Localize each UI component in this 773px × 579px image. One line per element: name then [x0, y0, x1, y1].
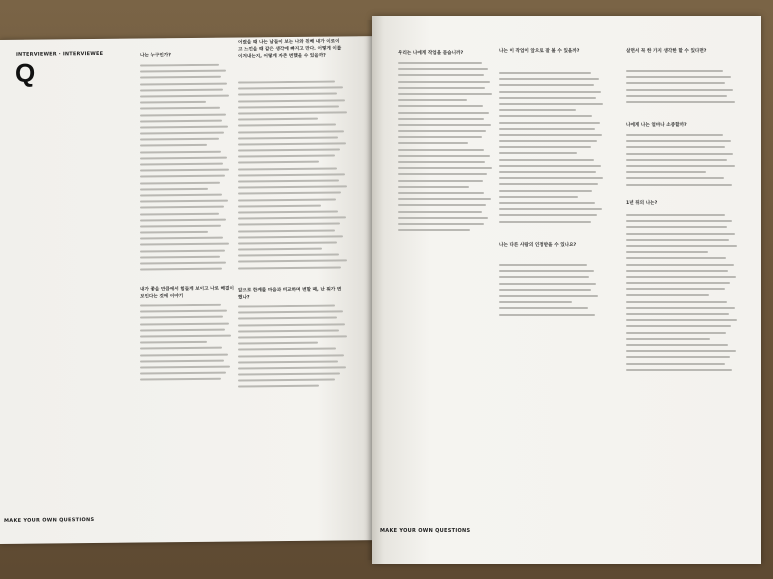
text-line: [140, 125, 228, 128]
answer-text-block: [398, 62, 493, 242]
text-line: [499, 196, 578, 198]
text-line: [238, 235, 343, 238]
text-line: [398, 198, 491, 200]
text-line: [140, 310, 227, 313]
text-line: [398, 87, 485, 89]
text-line: [238, 348, 336, 351]
text-line: [140, 76, 221, 79]
text-line: [499, 289, 591, 291]
right-page: [372, 16, 761, 564]
text-line: [238, 317, 337, 320]
text-line: [238, 217, 346, 220]
text-line: [626, 338, 710, 340]
text-line: [140, 372, 226, 375]
text-line: [499, 84, 594, 86]
text-line: [398, 211, 482, 213]
page-footer: MAKE YOUR OWN QUESTIONS: [4, 517, 95, 524]
text-line: [626, 171, 706, 173]
text-line: [626, 239, 729, 241]
text-line: [238, 111, 347, 114]
text-line: [140, 194, 222, 197]
question-heading: 나는 이 작업이 앞으로 잘 볼 수 있을까?: [499, 49, 580, 54]
text-line: [238, 105, 339, 108]
text-line: [140, 150, 221, 153]
text-line: [499, 276, 589, 278]
text-line: [238, 192, 341, 195]
text-line: [626, 276, 736, 278]
text-line: [398, 142, 468, 144]
text-line: [398, 68, 488, 70]
text-line: [238, 241, 337, 244]
text-line: [499, 91, 601, 93]
answer-text-block: [140, 64, 230, 285]
text-line: [140, 144, 207, 147]
answer-text-block: [140, 304, 232, 387]
text-line: [626, 146, 725, 148]
text-line: [238, 223, 340, 226]
text-line: [238, 372, 340, 375]
text-line: [140, 113, 226, 116]
text-line: [398, 74, 484, 76]
text-line: [626, 313, 729, 315]
text-line: [398, 161, 485, 163]
text-line: [626, 159, 727, 161]
text-line: [626, 264, 734, 266]
text-line: [140, 95, 229, 98]
text-line: [626, 294, 709, 296]
text-line: [398, 130, 486, 132]
text-line: [626, 220, 732, 222]
text-line: [626, 95, 727, 97]
question-heading: 어렸을 때 나는 남들이 보는 나와 친해 내가 이로이고 느낀을 때 같은 생각에 빠지고 만다. 어떻게 이를 이겨내는지, 어떻게 자존 변했을 수 있을까?: [238, 39, 342, 60]
text-line: [626, 257, 726, 259]
text-line: [626, 70, 723, 72]
text-line: [140, 365, 230, 368]
text-line: [140, 256, 220, 259]
text-line: [238, 179, 339, 182]
text-line: [238, 210, 338, 213]
text-line: [499, 165, 601, 167]
text-line: [398, 136, 482, 138]
text-line: [140, 101, 206, 104]
text-line: [140, 119, 222, 122]
text-line: [238, 167, 337, 170]
text-line: [626, 245, 737, 247]
text-line: [238, 142, 346, 145]
text-line: [626, 89, 733, 91]
question-heading: 우리는 나에게 작업을 묻습니까?: [398, 51, 464, 56]
text-line: [626, 356, 730, 358]
text-line: [499, 214, 597, 216]
answer-text-block: [626, 70, 736, 110]
text-line: [499, 140, 597, 142]
text-line: [626, 325, 731, 327]
text-line: [140, 262, 226, 265]
text-line: [140, 132, 224, 135]
text-line: [499, 270, 594, 272]
answer-text-block: [238, 304, 348, 395]
text-line: [140, 328, 225, 331]
text-line: [626, 301, 727, 303]
text-line: [238, 198, 336, 201]
text-line: [626, 140, 731, 142]
text-line: [238, 155, 335, 158]
text-line: [499, 115, 592, 117]
text-line: [238, 80, 335, 83]
text-line: [499, 190, 592, 192]
text-line: [398, 204, 486, 206]
text-line: [140, 88, 223, 91]
text-line: [238, 93, 337, 96]
text-line: [238, 266, 341, 269]
text-line: [626, 319, 737, 321]
section-kicker: INTERVIEWER · INTERVIEWEE: [16, 50, 104, 58]
text-line: [398, 93, 492, 95]
text-line: [238, 99, 345, 102]
text-line: [398, 105, 483, 107]
text-line: [398, 81, 490, 83]
text-line: [499, 128, 595, 130]
text-line: [140, 82, 227, 85]
text-line: [398, 223, 484, 225]
big-q-letter: Q: [15, 57, 36, 88]
text-line: [140, 237, 223, 240]
text-line: [140, 353, 228, 356]
text-line: [626, 153, 733, 155]
text-line: [238, 366, 346, 369]
text-line: [140, 359, 224, 362]
text-line: [140, 322, 229, 325]
text-line: [140, 249, 225, 252]
text-line: [140, 138, 219, 141]
question-heading: 내가 좋을 만큼에서 힘들게 보이고 나로 해결이 보인다는 것에 이야기: [140, 286, 234, 300]
text-line: [140, 163, 223, 166]
text-line: [499, 264, 587, 266]
text-line: [626, 288, 725, 290]
text-line: [626, 184, 732, 186]
answer-text-block: [626, 214, 738, 384]
text-line: [626, 282, 730, 284]
text-line: [238, 335, 347, 338]
text-line: [499, 97, 596, 99]
text-line: [626, 214, 725, 216]
text-line: [238, 342, 318, 345]
text-line: [238, 260, 347, 263]
text-line: [238, 354, 344, 357]
question-heading: 앞으로 한계를 마음과 비교하며 변할 때, 난 뭐가 변했나?: [238, 287, 342, 301]
text-line: [140, 335, 231, 338]
text-line: [238, 130, 344, 133]
text-line: [398, 112, 489, 114]
text-line: [398, 180, 483, 182]
text-line: [626, 165, 735, 167]
text-line: [626, 332, 726, 334]
text-line: [398, 192, 484, 194]
text-line: [626, 344, 728, 346]
text-line: [626, 226, 727, 228]
text-line: [499, 208, 602, 210]
text-line: [626, 134, 723, 136]
text-line: [499, 122, 600, 124]
text-line: [398, 62, 482, 64]
text-line: [238, 87, 343, 90]
text-line: [499, 314, 595, 316]
question-heading: 나는 누구인가?: [140, 53, 171, 59]
text-line: [499, 307, 588, 309]
text-line: [140, 231, 208, 234]
text-line: [499, 134, 602, 136]
text-line: [499, 171, 596, 173]
question-heading: 살면서 꼭 한 가지 생각한 할 수 있다면?: [626, 49, 707, 54]
text-line: [398, 155, 490, 157]
text-line: [238, 248, 322, 251]
text-line: [499, 301, 572, 303]
text-line: [626, 270, 728, 272]
text-line: [140, 268, 222, 271]
text-line: [238, 311, 343, 314]
text-line: [626, 82, 725, 84]
text-line: [626, 363, 725, 365]
text-line: [140, 316, 223, 319]
text-line: [499, 183, 598, 185]
text-line: [499, 159, 594, 161]
text-line: [238, 148, 340, 151]
text-line: [140, 225, 221, 228]
answer-text-block: [626, 134, 736, 192]
text-line: [398, 173, 487, 175]
question-heading: 나에게 나는 얼마나 소중할까?: [626, 123, 687, 128]
text-line: [238, 161, 319, 164]
text-line: [140, 218, 226, 221]
text-line: [238, 329, 339, 332]
text-line: [238, 124, 336, 127]
text-line: [140, 347, 222, 350]
text-line: [499, 202, 595, 204]
text-line: [140, 64, 219, 67]
text-line: [140, 175, 225, 178]
text-line: [238, 118, 318, 121]
text-line: [140, 181, 220, 184]
answer-text-block: [238, 80, 348, 281]
text-line: [238, 186, 347, 189]
text-line: [499, 78, 599, 80]
text-line: [398, 229, 470, 231]
text-line: [499, 283, 596, 285]
text-line: [238, 360, 338, 363]
text-line: [238, 136, 338, 139]
text-line: [140, 243, 229, 246]
text-line: [626, 369, 732, 371]
text-line: [398, 186, 469, 188]
text-line: [499, 72, 591, 74]
text-line: [499, 103, 603, 105]
text-line: [398, 167, 492, 169]
text-line: [140, 200, 228, 203]
text-line: [238, 254, 339, 257]
text-line: [626, 177, 724, 179]
text-line: [140, 304, 221, 307]
question-heading: 나는 다른 사람의 인정받을 수 있나요?: [499, 243, 577, 248]
text-line: [398, 99, 467, 101]
text-line: [140, 107, 220, 110]
text-line: [238, 304, 335, 307]
text-line: [626, 350, 736, 352]
text-line: [626, 233, 735, 235]
text-line: [499, 152, 577, 154]
text-line: [238, 323, 345, 326]
text-line: [140, 378, 221, 381]
text-line: [499, 109, 576, 111]
text-line: [626, 251, 708, 253]
text-line: [140, 70, 226, 73]
text-line: [499, 221, 591, 223]
text-line: [499, 177, 603, 179]
text-line: [238, 204, 321, 207]
text-line: [499, 295, 598, 297]
text-line: [398, 149, 484, 151]
text-line: [238, 385, 319, 388]
text-line: [398, 124, 491, 126]
left-page: [0, 36, 374, 544]
text-line: [398, 217, 488, 219]
text-line: [140, 212, 219, 215]
text-line: [499, 146, 591, 148]
question-heading: 1년 뒤의 나는?: [626, 201, 658, 206]
text-line: [238, 173, 345, 176]
text-line: [140, 169, 229, 172]
text-line: [238, 379, 335, 382]
text-line: [140, 156, 227, 159]
text-line: [398, 118, 484, 120]
text-line: [140, 341, 207, 344]
page-footer: MAKE YOUR OWN QUESTIONS: [380, 528, 471, 534]
answer-text-block: [499, 72, 604, 232]
text-line: [626, 101, 735, 103]
text-line: [140, 188, 208, 191]
answer-text-block: [499, 264, 599, 320]
text-line: [140, 206, 224, 209]
text-line: [238, 229, 335, 232]
text-line: [626, 307, 735, 309]
text-line: [626, 76, 731, 78]
